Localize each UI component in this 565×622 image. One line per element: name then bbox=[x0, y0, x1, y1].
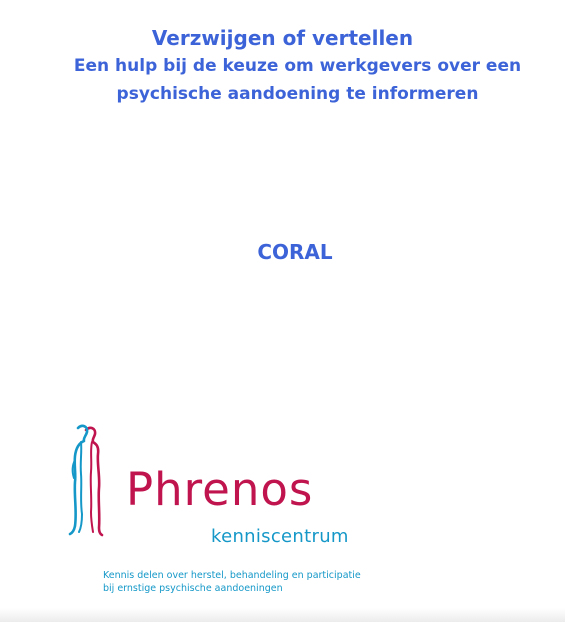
project-name: CORAL bbox=[257, 240, 333, 264]
brand-name: Phrenos bbox=[126, 463, 314, 516]
tagline-line-1: Kennis delen over herstel, behandeling en participatie bbox=[103, 570, 361, 581]
standing-person-icon bbox=[66, 420, 106, 540]
document-subtitle-line-1: Een hulp bij de keuze om werkgevers over een bbox=[73, 56, 522, 76]
brand-subtitle: kenniscentrum bbox=[211, 526, 349, 547]
tagline-line-2: bij ernstige psychische aandoeningen bbox=[103, 583, 283, 594]
brand-tagline bbox=[103, 569, 361, 595]
document-title: Verzwijgen of vertellen bbox=[151, 26, 414, 50]
page-bottom-shadow bbox=[0, 608, 565, 622]
title-block bbox=[0, 24, 565, 108]
document-subtitle-line-2: psychische aandoening te informeren bbox=[116, 84, 479, 104]
